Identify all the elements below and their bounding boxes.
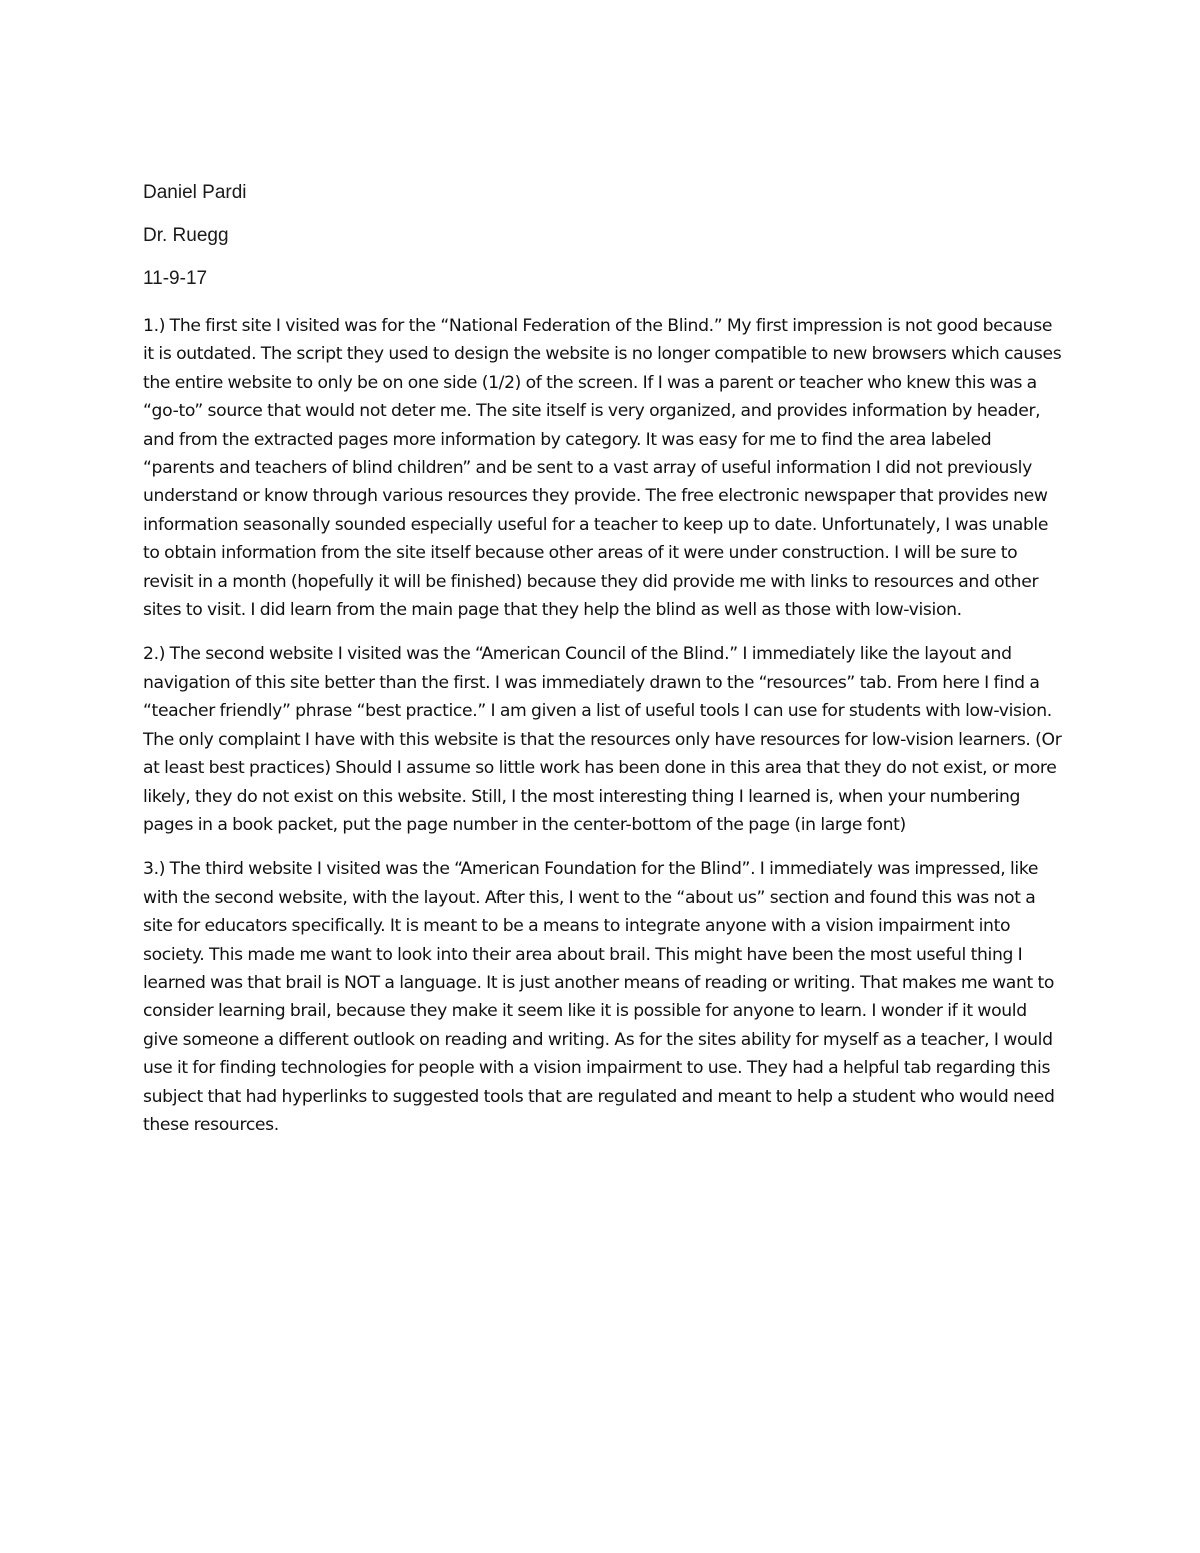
paragraph-number: 2.) [143,644,166,665]
paragraph-text: The second website I visited was the “American Council of the Blind.” I immediately like the layout and navigation of this site better than the first. I was immediately drawn to the “resources” tab. From here I find a “teacher friendly” phrase “best practice.” I am given a list of useful tools I can use for students with low-vision. The only complaint I have with this website is that the resources only have resources for low-vision learners. (Or at least best practices) Should I assume so little work has been done in this area that they do not exist, or more likely, they do not exist on this website. Still, I the most interesting thing I learned is, when your numbering pages in a book packet, put the page number in the center-bottom of the page (in large font) [143,644,1062,835]
instructor-name: Dr. Ruegg [143,225,229,246]
paragraph-2 [143,640,1065,839]
paragraph-1 [143,312,1065,624]
paragraph-number: 3.) [143,859,166,880]
document-body [143,180,1065,1155]
paragraph-text: The third website I visited was the “American Foundation for the Blind”. I immediately was impressed, like with the second website, with the layout. After this, I went to the “about us” section and found this was not a site for educators specifically. It is meant to be a means to integrate anyone with a vision impairment into society. This made me want to look into their area about brail. This might have been the most useful thing I learned was that brail is NOT a language. It is just another means of reading or writing. That makes me want to consider learning brail, because they make it seem like it is possible for anyone to learn. I wonder if it would give someone a different outlook on reading and writing. As for the sites ability for myself as a teacher, I would use it for finding technologies for people with a vision impairment to use. They had a helpful tab regarding this subject that had hyperlinks to suggested tools that are regulated and meant to help a student who would need these resources. [143,859,1055,1135]
paragraph-text: The first site I visited was for the “National Federation of the Blind.” My first impression is not good because it is outdated. The script they used to design the website is no longer compatible to new browsers which causes the entire website to only be on one side (1/2) of the screen. If I was a parent or teacher who knew this was a “go-to” source that would not deter me. The site itself is very organized, and provides information by header, and from the extracted pages more information by category. It was easy for me to find the area labeled “parents and teachers of blind children” and be sent to a vast array of useful information I did not previously understand or know through various resources they provide. The free electronic newspaper that provides new information seasonally sounded especially useful for a teacher to keep up to date. Unfortunately, I was unable to obtain information from the site itself because other areas of it were under construction. I will be sure to revisit in a month (hopefully it will be finished) because they did provide me with links to resources and other sites to visit. I did learn from the main page that they help the blind as well as those with low-vision. [143,316,1062,621]
author-name: Daniel Pardi [143,182,247,203]
document-date: 11-9-17 [143,268,208,289]
paragraph-3 [143,855,1065,1139]
paragraph-number: 1.) [143,316,166,336]
